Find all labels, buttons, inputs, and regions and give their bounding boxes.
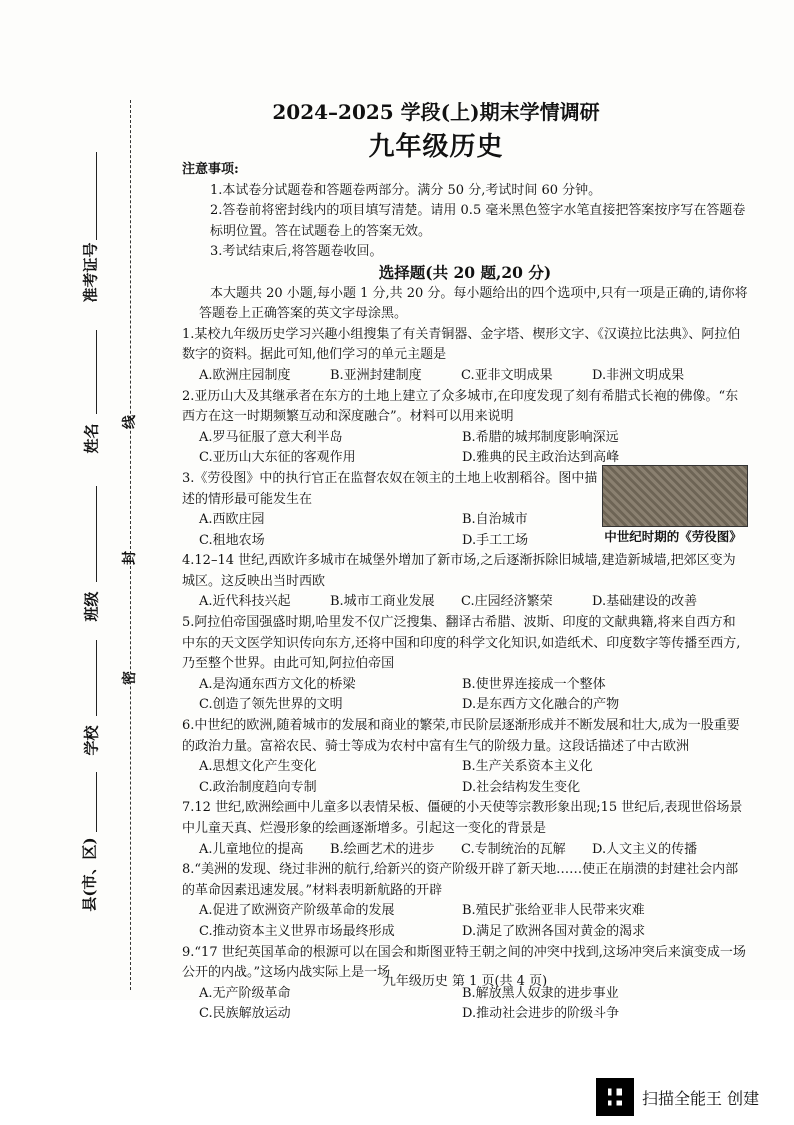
question-3: [182, 469, 748, 551]
fill-line-county: [96, 772, 97, 832]
option-c[interactable]: C.庄园经济繁荣: [461, 594, 553, 610]
question-8: [182, 860, 748, 942]
option-b[interactable]: B.殖民扩张给亚非人民带来灾难: [462, 903, 645, 919]
image-caption: 中世纪时期的《劳役图》: [604, 528, 742, 544]
option-d[interactable]: D.推动社会进步的阶级斗争: [462, 1006, 620, 1022]
exam-content: [182, 160, 748, 1025]
options: [182, 901, 748, 942]
qr-code-icon: [596, 1078, 634, 1116]
side-label-class: 班级: [82, 591, 101, 622]
question-stem: 8.“美洲的发现、绕过非洲的航行,给新兴的资产阶级开辟了新天地……使正在崩溃的封建社会内部的革命因素迅速发展。”材料表明新航路的开辟: [182, 862, 739, 898]
exam-subject: 九年级历史: [368, 132, 504, 162]
fill-line-exam-no: [96, 152, 97, 240]
notice-title: 注意事项:: [182, 162, 239, 177]
fill-line-class: [96, 486, 97, 582]
option-b[interactable]: B.自治城市: [462, 512, 528, 528]
options: [182, 510, 619, 551]
labor-painting-image: [602, 465, 748, 527]
question-stem: 7.12 世纪,欧洲绘画中儿童多以表情呆板、僵硬的小天使等宗教形象出现;15 世纪后,表现世俗场景中儿童天真、烂漫形象的绘画逐渐增多。引起这一变化的背景是: [182, 800, 743, 836]
question-stem: 2.亚历山大及其继承者在东方的土地上建立了众多城市,在印度发现了刻有希腊式长袍的佛像。“东西方在这一时期频繁互动和深度融合”。材料可以用来说明: [182, 388, 739, 425]
option-b[interactable]: B.绘画艺术的进步: [330, 841, 435, 857]
option-a[interactable]: A.思想文化产生变化: [199, 759, 317, 775]
scanner-watermark: [596, 1078, 759, 1116]
option-c[interactable]: C.民族解放运动: [199, 1006, 291, 1022]
option-a[interactable]: A.近代科技兴起: [199, 594, 291, 610]
seal-text-mi: 密: [122, 671, 138, 685]
option-c[interactable]: C.亚历山大东征的客观作用: [199, 450, 356, 466]
option-a[interactable]: A.儿童地位的提高: [199, 841, 304, 857]
option-c[interactable]: C.亚非文明成果: [461, 367, 553, 383]
side-label-name: 姓名: [82, 423, 101, 454]
option-d[interactable]: D.满足了欧洲各国对黄金的渴求: [462, 923, 646, 939]
question-stem: 4.12–14 世纪,西欧许多城市在城堡外增加了新市场,之后逐渐拆除旧城墙,建造新城墙,把郊区变为城区。这反映出当时西欧: [182, 553, 736, 589]
options: [182, 428, 748, 469]
options: [182, 366, 748, 387]
section-intro: 本大题共 20 小题,每小题 1 分,共 20 分。每小题给出的四个选项中,只有一项是正确的,请你将答题卷上正确答案的英文字母涂黑。: [199, 285, 748, 322]
question-6: [182, 716, 748, 798]
options: [182, 840, 748, 861]
option-b[interactable]: B.使世界连接成一个整体: [462, 676, 606, 692]
option-b[interactable]: B.城市工商业发展: [330, 594, 435, 610]
option-c[interactable]: C.租地农场: [199, 532, 265, 548]
notice-item: 2.答卷前将密封线内的项目填写清楚。请用 0.5 毫米黑色签字水笔直接把答案按序写在答题卷标明位置。答在试题卷上的答案无效。: [210, 203, 746, 239]
option-b[interactable]: B.生产关系资本主义化: [462, 759, 593, 775]
question-1: [182, 325, 748, 387]
options: [182, 757, 748, 798]
option-a[interactable]: A.西欧庄园: [199, 512, 265, 528]
seal-text-seal: 封: [122, 551, 138, 565]
option-d[interactable]: D.基础建设的改善: [592, 594, 698, 610]
question-stem: 6.中世纪的欧洲,随着城市的发展和商业的繁荣,市民阶层逐渐形成并不断发展和壮大,成为一股重要的政治力量。富裕农民、骑士等成为农村中富有生气的阶级力量。这段话描述了中古欧洲: [182, 718, 740, 754]
question-4: [182, 551, 748, 613]
option-b[interactable]: B.希腊的城邦制度影响深远: [462, 429, 619, 445]
option-c[interactable]: C.创造了领先世界的文明: [199, 697, 343, 713]
option-b[interactable]: B.亚洲封建制度: [330, 367, 422, 383]
notice-item: 3.考试结束后,将答题卷收回。: [210, 244, 383, 260]
question-stem: 5.阿拉伯帝国强盛时期,哈里发不仅广泛搜集、翻译古希腊、波斯、印度的文献典籍,将来自西方和中东的天文医学知识传向东方,还将中国和印度的科学文化知识,如造纸术、印度数字等传播至西方,乃至整个世界。由此可知,阿拉伯帝国: [182, 615, 741, 672]
option-a[interactable]: A.罗马征服了意大利半岛: [199, 429, 343, 445]
notice-item: 1.本试卷分试题卷和答题卷两部分。满分 50 分,考试时间 60 分钟。: [210, 182, 602, 198]
question-stem: 1.某校九年级历史学习兴趣小组搜集了有关青铜器、金字塔、楔形文字、《汉谟拉比法典》、阿拉伯数字的资料。据此可知,他们学习的单元主题是: [182, 326, 741, 363]
option-d[interactable]: D.雅典的民主政治达到高峰: [462, 450, 620, 466]
fill-line-name: [96, 330, 97, 414]
option-a[interactable]: A.无产阶级革命: [199, 985, 291, 1001]
fill-line-school: [96, 640, 97, 716]
side-label-county: 县(市、区): [80, 837, 99, 912]
page-footer: 九年级历史 第 1 页(共 4 页): [382, 974, 548, 989]
options: [182, 592, 748, 613]
option-a[interactable]: A.欧洲庄园制度: [199, 367, 291, 383]
option-d[interactable]: D.是东西方文化融合的产物: [462, 697, 620, 713]
side-label-school: 学校: [82, 725, 101, 756]
seal-dashed-line: [130, 100, 131, 990]
exam-title: 2024–2025 学段(上)期末学情调研: [272, 100, 600, 124]
seal-text-line: 线: [122, 415, 138, 429]
option-d[interactable]: D.非洲文明成果: [592, 367, 685, 383]
question-7: [182, 798, 748, 860]
options: [182, 984, 748, 1025]
question-5: [182, 613, 748, 716]
option-d[interactable]: D.社会结构发生变化: [462, 779, 581, 795]
option-b[interactable]: B.解放黑人奴隶的进步事业: [462, 985, 619, 1001]
watermark-text: 扫描全能王 创建: [642, 1088, 760, 1108]
option-d[interactable]: D.人文主义的传播: [592, 841, 698, 857]
options: [182, 675, 748, 716]
option-a[interactable]: A.促进了欧洲资产阶级革命的发展: [199, 903, 395, 919]
option-a[interactable]: A.是沟通东西方文化的桥梁: [199, 676, 356, 692]
question-stem: 9.“17 世纪英国革命的根源可以在国会和斯图亚特王朝之间的冲突中找到,这场冲突后来演变成一场公开的内战。”这场内战实际上是一场: [182, 944, 746, 981]
option-c[interactable]: C.专制统治的瓦解: [461, 841, 566, 857]
section-title: 选择题(共 20 题,20 分): [378, 262, 552, 282]
question-2: [182, 387, 748, 469]
side-label-exam-no: 准考证号: [81, 242, 100, 303]
option-d[interactable]: D.手工工场: [462, 532, 529, 548]
option-c[interactable]: C.政治制度趋向专制: [199, 779, 317, 795]
question-stem: 3.《劳役图》中的执行官正在监督农奴在领主的土地上收割稻谷。图中描述的情形最可能发生在: [182, 470, 598, 507]
option-c[interactable]: C.推动资本主义世界市场最终形成: [199, 923, 395, 939]
